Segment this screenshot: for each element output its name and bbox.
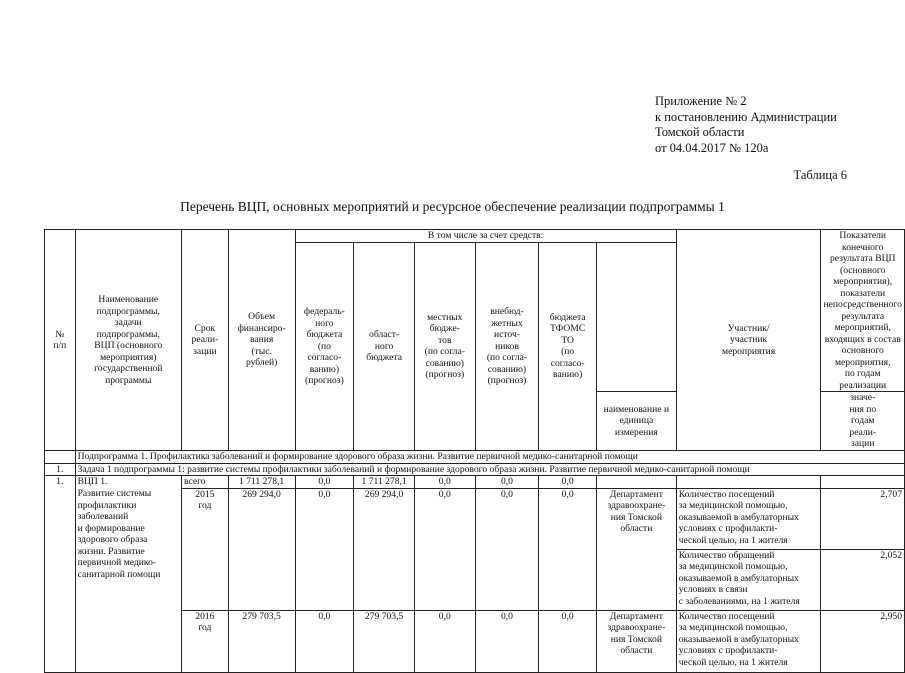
cell-participant: Департамент здравоохране- ния Томской области (597, 488, 677, 610)
subprogram-title: Подпрограмма 1. Профилактика заболеваний и формирование здорового образа жизни. Развитие первичной медико-санитарной помощи (75, 451, 904, 464)
appendix-line: Приложение № 2 (655, 94, 747, 108)
cell-regional: 279 703,5 (354, 610, 415, 672)
indicator-name: Количество посещений за медицинской помощью, оказываемой в амбулаторных условиях с профилакти- ческой целью, на 1 жителя (676, 488, 821, 549)
table-row (45, 476, 905, 489)
cell-volume: 269 294,0 (228, 488, 295, 610)
task-row (45, 463, 905, 476)
header-row (45, 230, 905, 243)
cell-local: 0,0 (414, 476, 475, 489)
appendix-note (655, 94, 837, 156)
header-local: местных бюдже- тов (по согла- сованию) (прогноз) (414, 242, 475, 451)
cell-regional: 1 711 278,1 (354, 476, 415, 489)
cell-tfoms: 0,0 (539, 610, 597, 672)
table-number: Таблица 6 (793, 168, 847, 182)
header-federal: федераль- ного бюджета (по согласо- ванию) (прогноз) (295, 242, 354, 451)
cell-term: 2016 год (182, 610, 229, 672)
cell-extra: 0,0 (475, 488, 539, 610)
task-title: Задача 1 подпрограммы 1: развитие системы профилактики заболеваний и формирование здорового образа жизни. Развитие первичной медико-санитарной помощи (75, 463, 904, 476)
indicator-value: 2,707 (821, 488, 905, 549)
cell-federal: 0,0 (295, 476, 354, 489)
header-indicator-name: наименование и единица измерения (597, 392, 677, 451)
vcp-description: Развитие системы профилактики заболеваний и формирование здорового образа жизни. Развитие первичной медико- санитарной помощи (75, 488, 181, 672)
indicator-value: 2,950 (821, 610, 905, 672)
cell-tfoms: 0,0 (539, 476, 597, 489)
header-regional: област- ного бюджета (354, 242, 415, 451)
header-term: Срок реали- зации (182, 230, 229, 451)
header-extra: внебюд- жетных источ- ников (по согла- сованию) (прогноз) (475, 242, 539, 451)
vcp-num: 1. (45, 476, 76, 673)
appendix-line: к постановлению Администрации (655, 109, 837, 124)
indicator-name: Количество обращений за медицинской помощью, оказываемой в амбулаторных условиях в связи с заболеваниями, на 1 жителя (676, 549, 821, 610)
cell-term: 2015 год (182, 488, 229, 610)
cell-federal: 0,0 (295, 488, 354, 610)
task-num: 1. (45, 463, 76, 476)
cell-term: всего (182, 476, 229, 489)
cell-local: 0,0 (414, 610, 475, 672)
header-indicators: Показатели конечного результата ВЦП (основного мероприятия), показатели непосредственного результата мероприятий, входящих в состав основного мероприятия, по годам реализации (821, 230, 905, 392)
header-volume: Объем финансиро- вания (тыс. рублей) (228, 230, 295, 451)
subprogram-row (45, 451, 905, 464)
header-name: Наименование подпрограммы, задачи подпрограммы, ВЦП (основного мероприятия) государственной программы (75, 230, 181, 451)
cell-regional: 269 294,0 (354, 488, 415, 610)
header-indicator-value: значе- ния по годам реали- зации (821, 392, 905, 451)
resource-table (44, 229, 905, 673)
cell-extra: 0,0 (475, 476, 539, 489)
cell-extra: 0,0 (475, 610, 539, 672)
header-participant: Участник/ участник мероприятия (676, 230, 821, 451)
cell-volume: 1 711 278,1 (228, 476, 295, 489)
table-row (45, 488, 905, 549)
cell-local: 0,0 (414, 488, 475, 610)
cell-participant: Департамент здравоохране- ния Томской области (597, 610, 677, 672)
cell-tfoms: 0,0 (539, 488, 597, 610)
indicator-value: 2,052 (821, 549, 905, 610)
header-num: № п/п (45, 230, 76, 451)
indicator-name: Количество посещений за медицинской помощью, оказываемой в амбулаторных условиях с профилакти- ческой целью, на 1 жителя (676, 610, 821, 672)
cell-volume: 279 703,5 (228, 610, 295, 672)
header-tfoms: бюджета ТФОМС ТО (по согласо- ванию) (539, 242, 597, 451)
appendix-line: Томской области (655, 125, 745, 139)
header-including: В том числе за счет средств: (295, 230, 676, 243)
vcp-title: ВЦП 1. (75, 476, 181, 489)
cell-federal: 0,0 (295, 610, 354, 672)
appendix-line: от 04.04.2017 № 120а (655, 140, 769, 155)
document-title: Перечень ВЦП, основных мероприятий и ресурсное обеспечение реализации подпрограммы 1 (180, 199, 725, 214)
